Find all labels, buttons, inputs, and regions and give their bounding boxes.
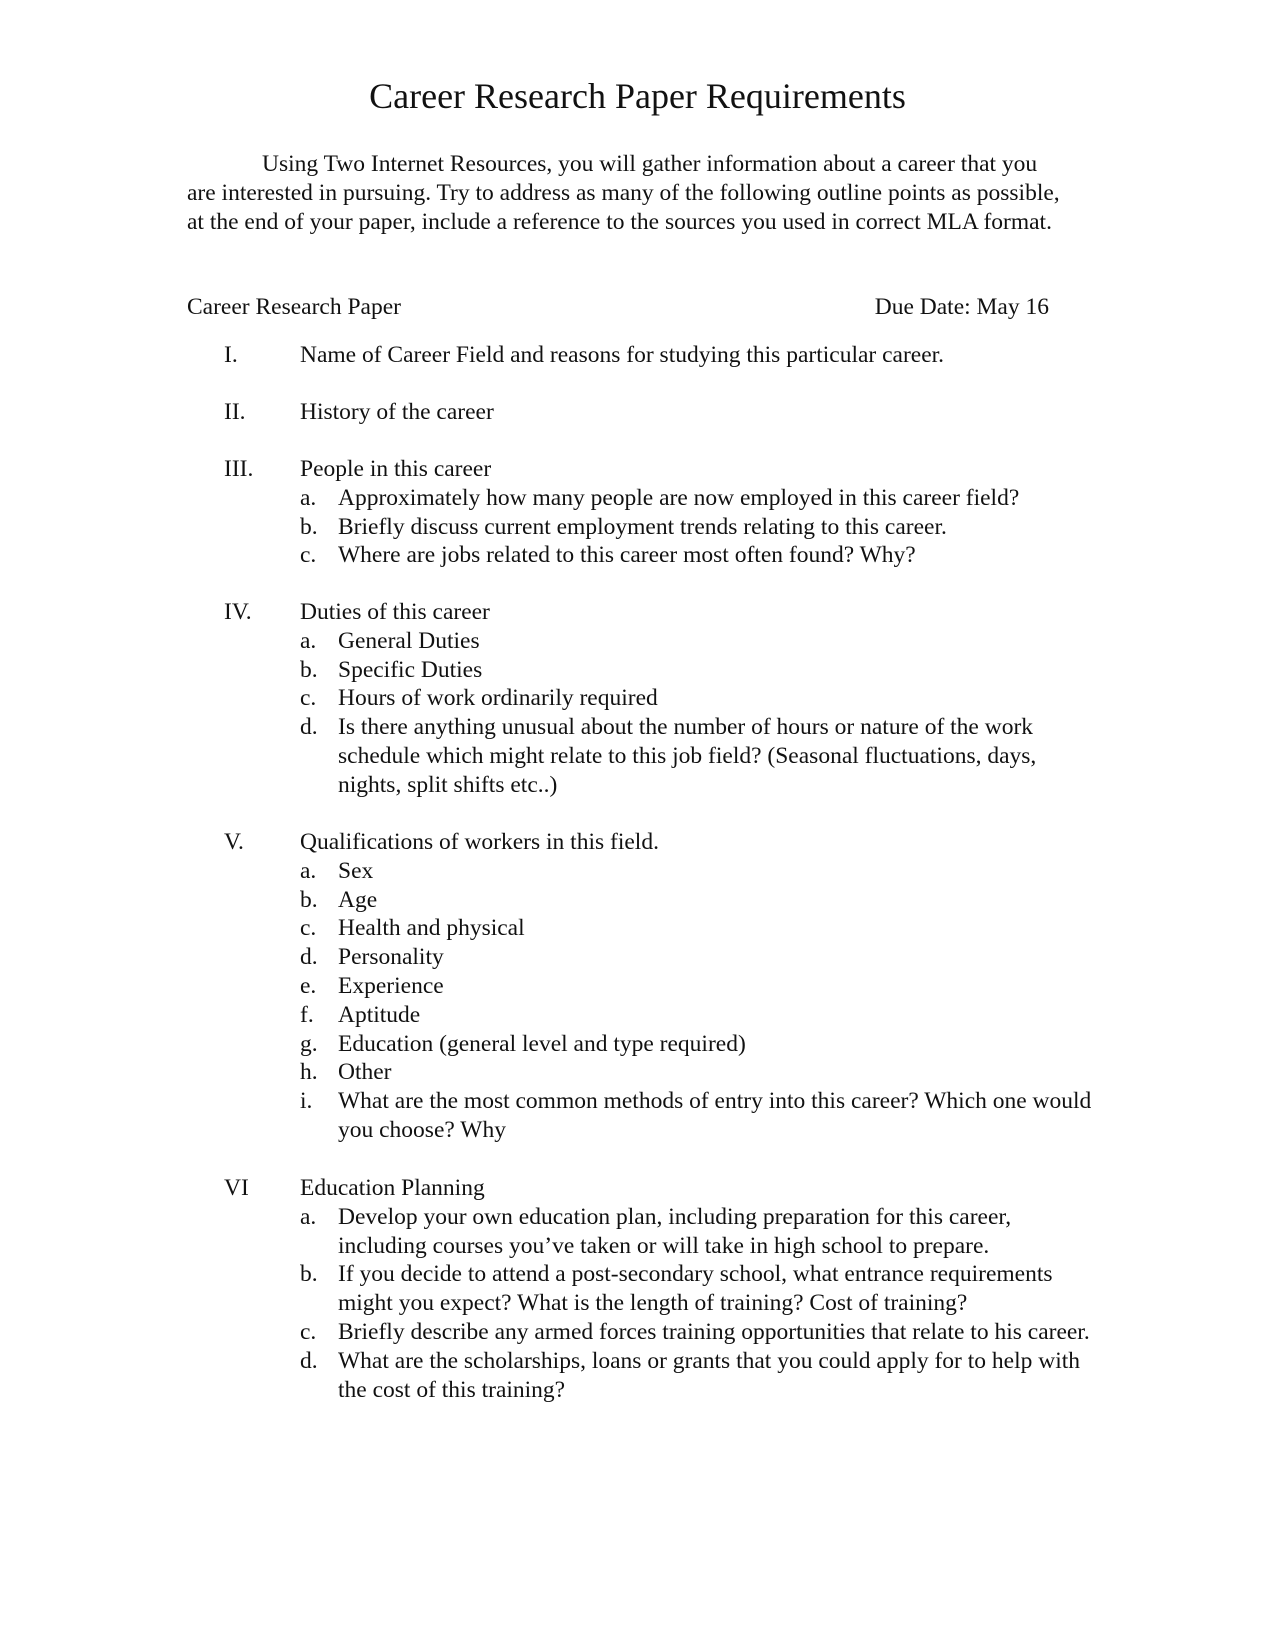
item-text: Sex — [338, 857, 374, 884]
list-item — [300, 1001, 1100, 1030]
section-numeral: IV. — [224, 599, 252, 625]
item-text: Specific Duties — [338, 656, 483, 683]
section-heading: History of the career — [300, 399, 494, 425]
item-text: General Duties — [338, 627, 480, 654]
item-text: Health and physical — [338, 915, 525, 942]
list-item — [300, 886, 1100, 915]
item-text: Other — [338, 1059, 392, 1086]
item-letter: c. — [300, 915, 317, 942]
item-letter: b. — [300, 513, 318, 540]
list-item — [300, 857, 1100, 886]
list-item — [300, 541, 1100, 570]
item-text: Approximately how many people are now employed in this career field? — [338, 484, 1020, 511]
item-letter: c. — [300, 542, 317, 569]
item-letter: e. — [300, 972, 317, 999]
item-text: Briefly describe any armed forces training opportunities that relate to his career. — [338, 1318, 1090, 1345]
list-item — [300, 713, 1100, 799]
item-text: What are the most common methods of entry into this career? Which one would you choose? Why — [338, 1088, 1092, 1143]
item-text: Age — [338, 886, 378, 913]
document-title: Career Research Paper Requirements — [369, 76, 906, 116]
list-item — [300, 972, 1100, 1001]
list-item — [300, 1318, 1100, 1347]
section-body — [300, 598, 1100, 800]
list-item — [300, 1030, 1100, 1059]
item-letter: a. — [300, 1203, 317, 1230]
item-text: Hours of work ordinarily required — [338, 685, 658, 712]
section-heading: People in this career — [300, 456, 492, 482]
due-date: Due Date: May 16 — [874, 294, 1049, 320]
section-body — [300, 828, 1100, 1145]
section-heading: Name of Career Field and reasons for studying this particular career. — [300, 342, 945, 368]
item-letter: f. — [300, 1001, 314, 1028]
list-item — [300, 656, 1100, 685]
item-text: Briefly discuss current employment trends relating to this career. — [338, 513, 947, 540]
item-text: Where are jobs related to this career most often found? Why? — [338, 542, 916, 569]
item-letter: d. — [300, 1347, 318, 1374]
list-item — [300, 1203, 1100, 1261]
item-letter: b. — [300, 1261, 318, 1288]
item-letter: h. — [300, 1059, 318, 1086]
item-text: Is there anything unusual about the number of hours or nature of the work schedule which might relate to this job field? (Seasonal fluctuations, days, nights, split shifts etc..) — [338, 714, 1037, 798]
list-item — [300, 684, 1100, 713]
item-text: Develop your own education plan, including preparation for this career, including courses you’ve taken or will take in high school to prepare. — [338, 1203, 1012, 1259]
section-numeral: I. — [224, 342, 238, 368]
section-body — [300, 341, 1100, 370]
item-text: If you decide to attend a post-secondary school, what entrance requirements might you expect? What is the length of training? Cost of training? — [338, 1261, 1053, 1317]
list-item — [300, 1058, 1100, 1087]
section-body — [300, 455, 1100, 570]
item-letter: g. — [300, 1030, 318, 1057]
list-item — [300, 513, 1100, 542]
list-item — [300, 627, 1100, 656]
item-letter: c. — [300, 685, 317, 712]
list-item — [300, 914, 1100, 943]
section-heading: Education Planning — [300, 1175, 485, 1201]
item-letter: b. — [300, 656, 318, 683]
section-heading: Qualifications of workers in this field. — [300, 829, 659, 855]
section-body — [300, 1174, 1100, 1404]
item-letter: c. — [300, 1318, 317, 1345]
section-numeral: II. — [224, 399, 246, 425]
item-letter: a. — [300, 857, 317, 884]
list-item — [300, 1260, 1100, 1318]
item-letter: b. — [300, 886, 318, 913]
assignment-name: Career Research Paper — [187, 294, 401, 320]
item-text: Aptitude — [338, 1001, 421, 1028]
list-item — [300, 943, 1100, 972]
intro-paragraph: Using Two Internet Resources, you will gather information about a career that you are interested in pursuing. Try to address as many of the following outline points as possible, at the end of your paper, include a reference to the sources you used in correct MLA format. — [187, 151, 1060, 235]
item-text: Experience — [338, 972, 444, 999]
item-text: What are the scholarships, loans or grants that you could apply for to help with the cost of this training? — [338, 1347, 1081, 1403]
item-letter: a. — [300, 627, 317, 654]
section-numeral: V. — [224, 829, 244, 855]
list-item — [300, 1347, 1100, 1405]
item-letter: a. — [300, 484, 317, 511]
item-letter: d. — [300, 714, 318, 741]
list-item — [300, 484, 1100, 513]
section-heading: Duties of this career — [300, 599, 490, 625]
section-numeral: III. — [224, 456, 254, 482]
item-letter: d. — [300, 944, 318, 971]
section-numeral: VI — [224, 1175, 249, 1201]
section-body — [300, 398, 1100, 427]
item-text: Education (general level and type required) — [338, 1030, 746, 1057]
item-letter: i. — [300, 1088, 313, 1115]
list-item — [300, 1087, 1100, 1145]
item-text: Personality — [338, 944, 444, 971]
